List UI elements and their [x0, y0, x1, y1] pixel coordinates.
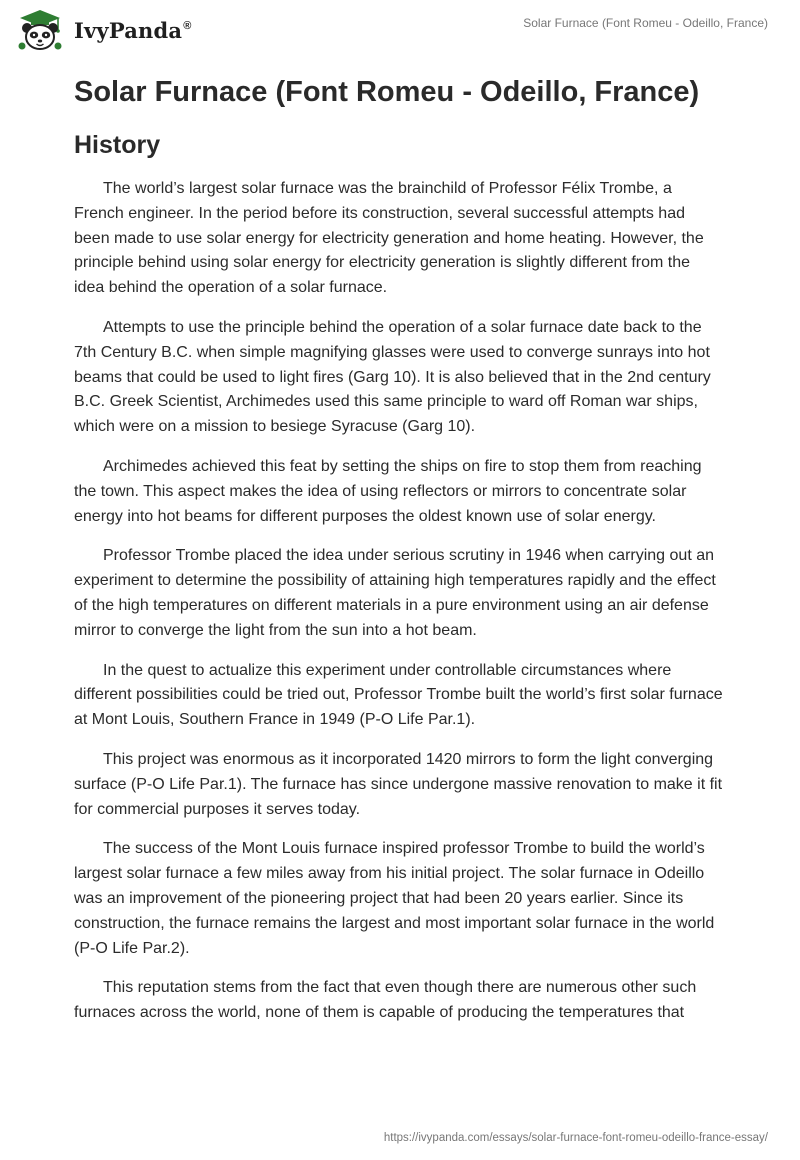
page-header — [0, 0, 800, 60]
paragraph: Archimedes achieved this feat by setting the ships on fire to stop them from reaching the town. This aspect makes the idea of using reflectors or mirrors to concentrate solar energy into hot beams for different purposes the oldest known use of solar energy. — [74, 457, 702, 525]
paragraph: Professor Trombe placed the idea under serious scrutiny in 1946 when carrying out an experiment to determine the possibility of attaining high temperatures rapidly and the effect of the high temperatures on different materials in a pure environment using an air defense mirror to converge the light from the sun into a hot beam. — [74, 547, 716, 639]
panda-graduate-icon — [14, 8, 66, 52]
article-title: Solar Furnace (Font Romeu - Odeillo, France) — [74, 76, 700, 108]
paragraph: The world’s largest solar furnace was the brainchild of Professor Félix Trombe, a French engineer. In the period before its construction, several successful attempts had been made to use solar energy for electricity generation and home heating. However, the principle behind using solar energy for electricity generation is slightly different from the idea behind the operation of a solar furnace. — [74, 180, 704, 297]
paragraph: This reputation stems from the fact that even though there are numerous other such furnaces across the world, none of them is capable of producing the temperatures that — [74, 979, 697, 1022]
paragraph: In the quest to actualize this experiment under controllable circumstances where different possibilities could be tried out, Professor Trombe built the world’s first solar furnace at Mont Louis, Southern France in 1949 (P-O Life Par.1). — [74, 661, 723, 729]
section-heading-history: History — [74, 131, 161, 159]
registered-mark: ® — [183, 19, 192, 32]
running-title: Solar Furnace (Font Romeu - Odeillo, France) — [523, 16, 768, 30]
brand-logo[interactable] — [14, 8, 192, 52]
paragraph: The success of the Mont Louis furnace inspired professor Trombe to build the world’s largest solar furnace a few miles away from his initial project. The solar furnace in Odeillo was an improvement of the pioneering project that had been 20 years earlier. Since its construction, the furnace remains the largest and most important solar furnace in the world (P-O Life Par.2). — [74, 840, 715, 957]
source-url[interactable]: https://ivypanda.com/essays/solar-furnace-font-romeu-odeillo-france-essay/ — [383, 1132, 768, 1144]
paragraph: This project was enormous as it incorporated 1420 mirrors to form the light converging surface (P-O Life Par.1). The furnace has since undergone massive renovation to make it fit for commercial purposes it serves today. — [74, 750, 723, 818]
paragraph-list — [74, 177, 724, 1026]
article-body — [74, 72, 724, 1041]
paragraph: Attempts to use the principle behind the operation of a solar furnace date back to the 7th Century B.C. when simple magnifying glasses were used to converge sunrays into hot beams that could be used to light fires (Garg 10). It is also believed that in the 2nd century B.C. Greek Scientist, Archimedes used this same principle to ward off Roman war ships, which were on a mission to besiege Syracuse (Garg 10). — [74, 318, 711, 436]
brand-name: IvyPanda® — [74, 17, 192, 43]
